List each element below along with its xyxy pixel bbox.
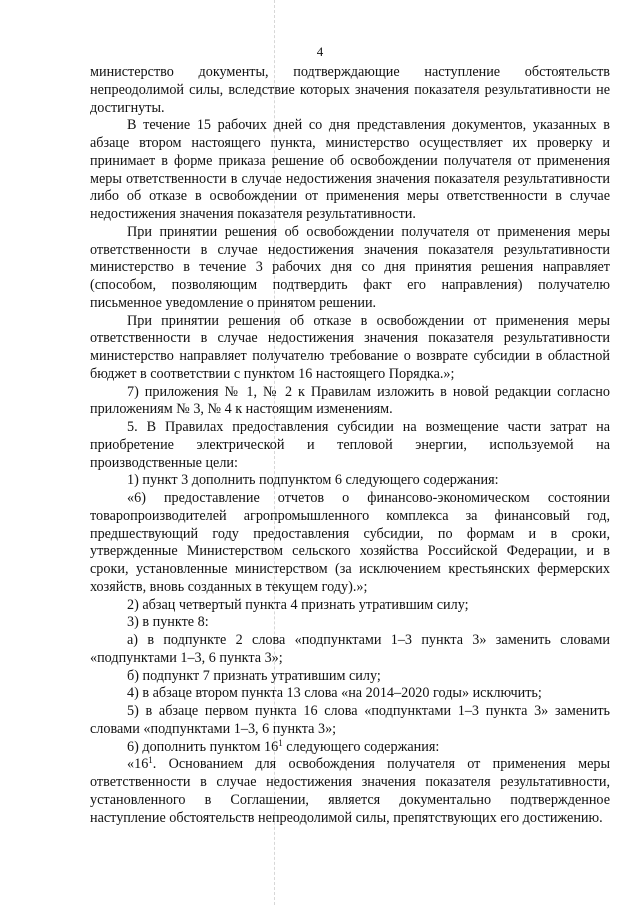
paragraph: министерство документы, подтверждающие наступление обстоятельств непреодолимой силы, вследствие которых значения показателя результативности не достигнуты.	[90, 64, 610, 116]
paragraph-text: следующего содержания:	[282, 738, 440, 755]
paragraph: 7) приложения № 1, № 2 к Правилам изложить в новой редакции согласно приложениям № 3, № 4 к настоящим изменениям.	[90, 383, 610, 418]
paragraph: 4) в абзаце втором пункта 13 слова «на 2014–2020 годы» исключить;	[127, 685, 542, 702]
paragraph-text: 6) дополнить пунктом 16	[127, 738, 279, 755]
paragraph: 2) абзац четвертый пункта 4 признать утратившим силу;	[127, 596, 469, 613]
paragraph: При принятии решения об отказе в освобождении от применения меры ответственности в случае недостижения значения показателя результативности министерство направляет получателю требование о возврате субсидии в областной бюджет в соответствии с пунктом 16 настоящего Порядка.»;	[90, 312, 610, 382]
page-number: 4	[316, 44, 324, 59]
paragraph-text: «16	[127, 756, 149, 773]
paragraph: б) подпункт 7 признать утратившим силу;	[127, 667, 381, 684]
document-body	[90, 64, 610, 827]
superscript: 1	[148, 755, 153, 766]
paragraph: 5. В Правилах предоставления субсидии на возмещение части затрат на приобретение электрической и тепловой энергии, используемой на производственные цели:	[90, 419, 610, 471]
paragraph: При принятии решения об освобождении получателя от применения меры ответственности в случае недостижения значения показателя результативности министерство в течение 3 рабочих дня со дня принятия решения направляет (способом, позволяющим подтвердить факт его направления) получателю письменное уведомление о принятом решении.	[90, 223, 610, 311]
paragraph: 5) в абзаце первом пункта 16 слова «подпунктами 1–3 пункта 3» заменить словами «подпунктами 1–3, 6 пункта 3»;	[90, 703, 610, 737]
paragraph: а) в подпункте 2 слова «подпунктами 1–3 пункта 3» заменить словами «подпунктами 1–3, 6 пункта 3»;	[90, 632, 610, 666]
paragraph-text: . Основанием для освобождения получателя от применения меры ответственности в случае недостижения значения показателя результативности, установленного в Соглашении, является документально подтвержденное наступление обстоятельств непреодолимой силы, препятствующих его достижению.	[90, 756, 610, 826]
paragraph: В течение 15 рабочих дней со дня представления документов, указанных в абзаце втором настоящего пункта, министерство осуществляет их проверку и принимает в форме приказа решение об освобождении получателя от применения меры ответственности в случае недостижения значения показателя результативности либо об отказе в освобождении от применения меры ответственности в случае недостижения значения показателя результативности.	[90, 117, 610, 222]
paragraph: «6) предоставление отчетов о финансово-экономическом состоянии товаропроизводителей агропромышленного комплекса за финансовый год, предшествующий году предоставления субсидии, по формам и в сроки, утвержденные Министерством сельского хозяйства Российской Федерации, и в сроки, установленные министерством (за исключением крестьянских фермерских хозяйств, вновь созданных в текущем году).»;	[90, 490, 610, 595]
paragraph: 1) пункт 3 дополнить подпунктом 6 следующего содержания:	[127, 472, 499, 489]
paragraph-with-superscript	[90, 756, 610, 827]
paragraph-with-superscript	[90, 739, 610, 757]
paragraph: 3) в пункте 8:	[127, 614, 209, 631]
superscript: 1	[278, 737, 283, 748]
